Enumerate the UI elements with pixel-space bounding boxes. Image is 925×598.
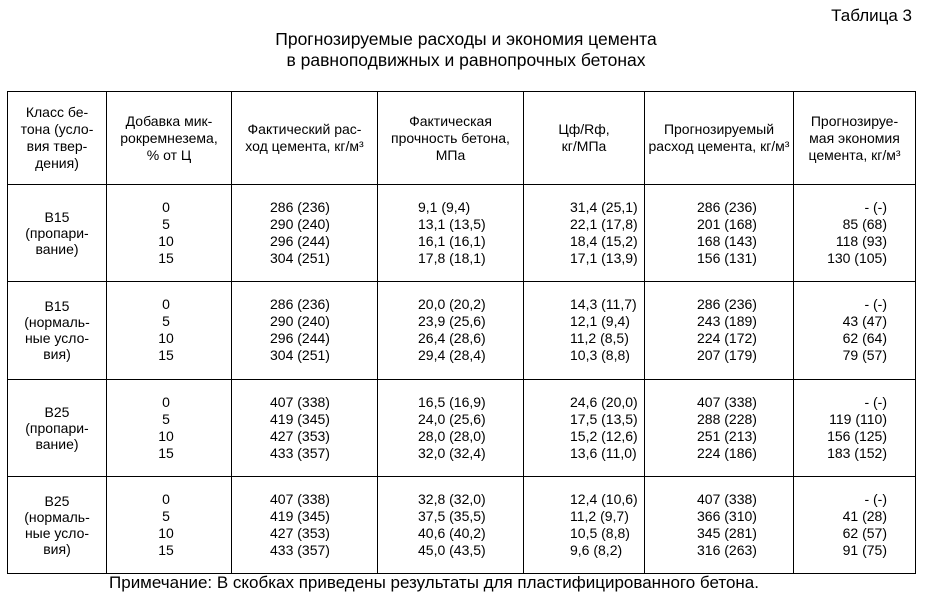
- economy-value: - (-): [864, 199, 887, 216]
- strength-value: 32,8 (32,0): [418, 490, 486, 507]
- header-economy-line: цемента, кг/м³: [808, 146, 901, 163]
- consumption-value: 433 (357): [270, 541, 330, 558]
- strength-values: [378, 394, 523, 462]
- concrete-class-line: ные усло-: [24, 524, 90, 541]
- predicted-value: 345 (281): [697, 524, 757, 541]
- predicted-value: 407 (338): [697, 393, 757, 410]
- additive-value: 5: [162, 313, 170, 330]
- table-note: Примечание: В скобках приведены результаты для пластифицированного бетона.: [109, 573, 759, 592]
- predicted-value: 316 (263): [697, 541, 757, 558]
- additive-value: 5: [162, 507, 170, 524]
- strength-value: 37,5 (35,5): [418, 507, 486, 524]
- header-class: [8, 92, 107, 185]
- concrete-class-line: В25: [44, 403, 70, 420]
- economy-cell: [794, 185, 916, 282]
- predicted-cell: [645, 185, 794, 282]
- predicted-value: 286 (236): [697, 199, 757, 216]
- title-line-1: Прогнозируемые расходы и экономия цемента: [275, 29, 657, 49]
- concrete-class-line: (нормаль-: [24, 314, 90, 331]
- consumption-value: 296 (244): [270, 233, 330, 250]
- predicted-value: 224 (172): [697, 330, 757, 347]
- predicted-cell: [645, 476, 794, 573]
- header-additive-line: Добавка мик-: [125, 112, 213, 129]
- concrete-class-line: В15: [44, 298, 70, 315]
- header-row: [8, 92, 916, 185]
- header-ratio: [524, 92, 645, 185]
- economy-cell: [794, 282, 916, 379]
- ratio-value: 9,6 (8,2): [570, 541, 623, 558]
- economy-cell: [794, 379, 916, 476]
- consumption-cell: [232, 282, 378, 379]
- table-row: [8, 476, 916, 573]
- ratio-values: [524, 296, 644, 364]
- additive-value: 0: [162, 393, 170, 410]
- economy-value: - (-): [864, 393, 887, 410]
- consumption-cell: [232, 185, 378, 282]
- economy-values: [794, 491, 915, 559]
- additive-cell: [107, 476, 232, 573]
- header-ratio-line: кг/МПа: [561, 138, 607, 155]
- additive-value: 15: [158, 444, 174, 461]
- additive-value: 5: [162, 410, 170, 427]
- header-economy: [794, 92, 916, 185]
- additive-values: [107, 491, 231, 559]
- economy-value: 156 (125): [827, 427, 887, 444]
- concrete-class-cell: [8, 476, 107, 573]
- concrete-class-cell: [8, 185, 107, 282]
- table-number-label: Таблица 3: [831, 6, 912, 25]
- ratio-cell: [524, 282, 645, 379]
- consumption-value: 419 (345): [270, 410, 330, 427]
- additive-cell: [107, 379, 232, 476]
- predicted-value: 286 (236): [697, 296, 757, 313]
- ratio-cell: [524, 476, 645, 573]
- strength-value: 26,4 (28,6): [418, 330, 486, 347]
- ratio-value: 10,3 (8,8): [570, 347, 630, 364]
- title-line-2: в равноподвижных и равнопрочных бетонах: [286, 50, 646, 70]
- header-ratio-line: Цф/Rф,: [558, 121, 610, 138]
- strength-value: 24,0 (25,6): [418, 410, 486, 427]
- strength-value: 17,8 (18,1): [418, 250, 486, 267]
- header-additive-line: % от Ц: [146, 146, 192, 163]
- strength-cell: [378, 476, 524, 573]
- header-class-line: тона (усло-: [20, 121, 94, 138]
- concrete-class-line: вание): [35, 435, 79, 452]
- consumption-cell: [232, 379, 378, 476]
- economy-value: 41 (28): [842, 507, 887, 524]
- consumption-value: 304 (251): [270, 250, 330, 267]
- economy-value: 85 (68): [842, 216, 887, 233]
- strength-value: 45,0 (43,5): [418, 541, 486, 558]
- consumption-value: 290 (240): [270, 216, 330, 233]
- strength-value: 40,6 (40,2): [418, 524, 486, 541]
- ratio-cell: [524, 185, 645, 282]
- strength-value: 16,5 (16,9): [418, 393, 486, 410]
- header-predicted-line: расход цемента, кг/м³: [648, 138, 790, 155]
- concrete-class-line: В25: [44, 492, 70, 509]
- ratio-value: 12,4 (10,6): [570, 490, 638, 507]
- header-predicted: [645, 92, 794, 185]
- header-class-line: Класс бе-: [25, 104, 89, 121]
- strength-value: 16,1 (16,1): [418, 233, 486, 250]
- ratio-value: 15,2 (12,6): [570, 427, 638, 444]
- header-consumption-line: Фактический рас-: [247, 121, 362, 138]
- ratio-value: 31,4 (25,1): [570, 199, 638, 216]
- concrete-class-line: вание): [35, 241, 79, 258]
- additive-value: 0: [162, 296, 170, 313]
- strength-value: 20,0 (20,2): [418, 296, 486, 313]
- header-predicted-line: Прогнозируемый: [663, 121, 775, 138]
- additive-value: 15: [158, 541, 174, 558]
- ratio-value: 24,6 (20,0): [570, 393, 638, 410]
- strength-value: 23,9 (25,6): [418, 313, 486, 330]
- predicted-cell: [645, 379, 794, 476]
- header-consumption: [232, 92, 378, 185]
- ratio-value: 18,4 (15,2): [570, 233, 638, 250]
- ratio-value: 10,5 (8,8): [570, 524, 630, 541]
- consumption-value: 407 (338): [270, 393, 330, 410]
- economy-values: [794, 296, 915, 364]
- economy-value: 118 (93): [835, 233, 887, 250]
- concrete-class-line: (пропари-: [25, 419, 89, 436]
- predicted-values: [645, 394, 793, 462]
- consumption-value: 286 (236): [270, 199, 330, 216]
- ratio-value: 11,2 (8,5): [570, 330, 629, 347]
- predicted-values: [645, 296, 793, 364]
- concrete-class-line: вия): [43, 540, 71, 557]
- consumption-value: 419 (345): [270, 507, 330, 524]
- concrete-class-cell: [8, 282, 107, 379]
- strength-values: [378, 491, 523, 559]
- economy-values: [794, 394, 915, 462]
- predicted-value: 207 (179): [697, 347, 757, 364]
- consumption-value: 407 (338): [270, 490, 330, 507]
- predicted-value: 168 (143): [697, 233, 757, 250]
- consumption-value: 427 (353): [270, 427, 330, 444]
- additive-value: 10: [158, 427, 174, 444]
- header-strength-line: МПа: [435, 146, 466, 163]
- header-additive: [107, 92, 232, 185]
- strength-value: 32,0 (32,4): [418, 444, 486, 461]
- concrete-class-cell: [8, 379, 107, 476]
- strength-cell: [378, 282, 524, 379]
- header-strength-line: прочность бетона,: [391, 129, 510, 146]
- economy-value: - (-): [864, 296, 887, 313]
- additive-value: 15: [158, 347, 174, 364]
- header-class-line: дения): [35, 155, 79, 172]
- economy-value: 91 (75): [842, 541, 887, 558]
- economy-value: 183 (152): [827, 444, 887, 461]
- table-row: [8, 282, 916, 379]
- consumption-values: [232, 296, 377, 364]
- predicted-value: 288 (228): [697, 410, 757, 427]
- additive-value: 10: [158, 330, 174, 347]
- ratio-value: 17,1 (13,9): [570, 250, 638, 267]
- ratio-cell: [524, 379, 645, 476]
- concrete-class-line: вия): [43, 346, 71, 363]
- strength-values: [378, 296, 523, 364]
- ratio-values: [524, 491, 644, 559]
- economy-value: 62 (57): [842, 524, 887, 541]
- strength-value: 29,4 (28,4): [418, 347, 486, 364]
- economy-value: 43 (47): [842, 313, 887, 330]
- ratio-values: [524, 394, 644, 462]
- predicted-values: [645, 199, 793, 267]
- additive-value: 0: [162, 490, 170, 507]
- ratio-value: 13,6 (11,0): [570, 444, 637, 461]
- ratio-value: 12,1 (9,4): [570, 313, 630, 330]
- concrete-class-line: (пропари-: [25, 225, 89, 242]
- consumption-value: 427 (353): [270, 524, 330, 541]
- strength-values: [378, 199, 523, 267]
- additive-value: 15: [158, 250, 174, 267]
- economy-values: [794, 199, 915, 267]
- strength-cell: [378, 185, 524, 282]
- concrete-class-line: В15: [44, 209, 70, 226]
- strength-cell: [378, 379, 524, 476]
- consumption-values: [232, 491, 377, 559]
- table-row: [8, 379, 916, 476]
- predicted-value: 224 (186): [697, 444, 757, 461]
- header-additive-line: рокремнезема,: [120, 129, 218, 146]
- additive-value: 5: [162, 216, 170, 233]
- predicted-value: 366 (310): [697, 507, 757, 524]
- economy-value: 130 (105): [827, 250, 887, 267]
- consumption-values: [232, 199, 377, 267]
- additive-values: [107, 296, 231, 364]
- consumption-value: 304 (251): [270, 347, 330, 364]
- additive-cell: [107, 282, 232, 379]
- predicted-cell: [645, 282, 794, 379]
- table-title: [0, 29, 925, 71]
- ratio-value: 17,5 (13,5): [570, 410, 638, 427]
- data-table: [7, 91, 916, 574]
- consumption-cell: [232, 476, 378, 573]
- predicted-value: 243 (189): [697, 313, 757, 330]
- additive-values: [107, 394, 231, 462]
- economy-value: 79 (57): [842, 347, 887, 364]
- header-economy-line: мая экономия: [809, 129, 900, 146]
- ratio-values: [524, 199, 644, 267]
- header-consumption-line: ход цемента, кг/м³: [245, 138, 364, 155]
- predicted-value: 251 (213): [697, 427, 757, 444]
- additive-value: 10: [158, 233, 174, 250]
- additive-value: 10: [158, 524, 174, 541]
- consumption-value: 290 (240): [270, 313, 330, 330]
- strength-value: 28,0 (28,0): [418, 427, 486, 444]
- predicted-value: 156 (131): [697, 250, 757, 267]
- table-row: [8, 185, 916, 282]
- economy-value: - (-): [864, 490, 887, 507]
- strength-value: 9,1 (9,4): [418, 199, 471, 216]
- ratio-value: 22,1 (17,8): [570, 216, 638, 233]
- economy-value: 119 (110): [829, 410, 887, 427]
- ratio-value: 14,3 (11,7): [570, 296, 637, 313]
- economy-cell: [794, 476, 916, 573]
- header-strength: [378, 92, 524, 185]
- additive-values: [107, 199, 231, 267]
- additive-value: 0: [162, 199, 170, 216]
- consumption-values: [232, 394, 377, 462]
- strength-value: 13,1 (13,5): [418, 216, 486, 233]
- concrete-class-line: (нормаль-: [24, 508, 90, 525]
- header-economy-line: Прогнозируе-: [810, 112, 899, 129]
- additive-cell: [107, 185, 232, 282]
- ratio-value: 11,2 (9,7): [570, 507, 629, 524]
- predicted-value: 407 (338): [697, 490, 757, 507]
- consumption-value: 286 (236): [270, 296, 330, 313]
- predicted-values: [645, 491, 793, 559]
- consumption-value: 433 (357): [270, 444, 330, 461]
- predicted-value: 201 (168): [697, 216, 757, 233]
- header-class-line: вия твер-: [26, 138, 88, 155]
- economy-value: 62 (64): [842, 330, 887, 347]
- concrete-class-line: ные усло-: [24, 330, 90, 347]
- consumption-value: 296 (244): [270, 330, 330, 347]
- header-strength-line: Фактическая: [409, 112, 492, 129]
